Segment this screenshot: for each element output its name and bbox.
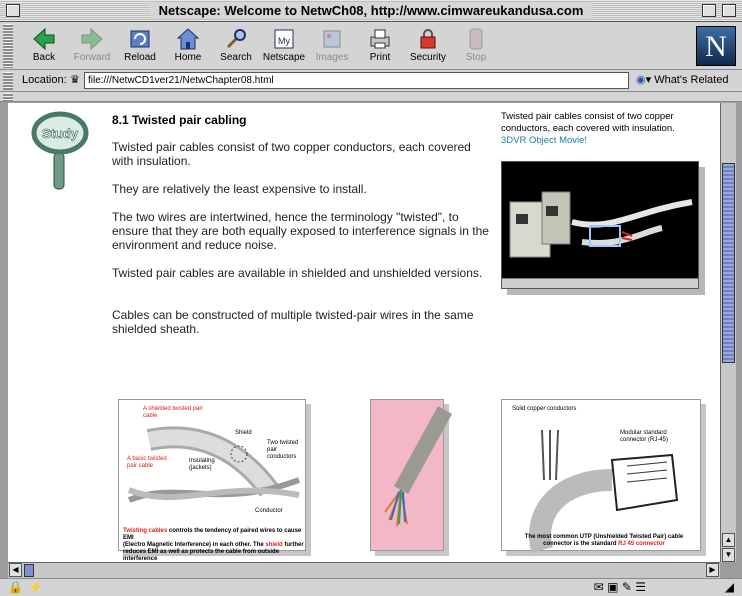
scroll-left-icon[interactable]: ◀ [9,563,22,577]
forward-arrow-icon [79,26,105,52]
side-caption: Twisted pair cables consist of two copper conductors, each covered with insulation. [501,111,675,134]
search-icon [223,26,249,52]
horizontal-scrollbar[interactable] [8,562,720,578]
forward-button[interactable]: Forward [68,24,116,68]
whats-related-button[interactable]: ◉▾ What's Related [636,74,729,86]
resize-grip-icon[interactable]: ◢ [724,580,734,594]
object-movie-player[interactable] [501,161,699,289]
title-bar [0,0,742,22]
svg-text:My: My [278,36,290,46]
whats-related-icon: ◉ [636,74,646,86]
horizontal-scroll-thumb[interactable] [24,564,34,577]
status-bar [0,578,742,596]
paragraph-2: They are relatively the least expensive to install. [112,182,367,196]
collapse-box[interactable] [722,4,736,17]
print-button[interactable]: Print [356,24,404,68]
security-button[interactable]: Security [404,24,452,68]
back-button[interactable]: Back [20,24,68,68]
twisted-pair-diagram: A shielded twisted pair cable Shield Two twisted pair conductors Insulating (jackets) A basic twisted pair cable Conductor Twisting cables controls the tendency of paired wires to cause EMI (Electro Magnetic Interference) in each other. The shield further reduces EMI as well as protects the cable from outside interference [118,399,306,551]
component-bar-icons[interactable]: ✉ ▣ ✎ ☰ [593,580,646,594]
vertical-scrollbar[interactable] [720,103,736,562]
navigation-toolbar [0,22,742,70]
stop-button[interactable]: Stop [452,24,500,68]
paragraph-5: Cables can be constructed of multiple twisted-pair wires in the same shielded sheath. [112,308,474,336]
images-icon [319,26,345,52]
section-heading: 8.1 Twisted pair cabling [112,113,247,127]
back-arrow-icon [31,26,57,52]
scroll-up-icon[interactable]: ▲ [722,533,735,547]
page-proxy-icon[interactable]: ♛ [70,74,80,86]
reload-icon [127,26,153,52]
print-icon [367,26,393,52]
images-button[interactable]: Images [308,24,356,68]
location-label: Location: [22,74,67,86]
personal-toolbar-collapsed[interactable] [0,92,742,102]
movie-controls[interactable] [502,278,698,288]
paragraph-4: Twisted pair cables are available in shielded and unshielded versions. [112,266,483,280]
paragraph-3: The two wires are intertwined, hence the terminology "twisted", to ensure that they are both equally exposed to interference signals in the environment and reduce noise. [112,210,489,252]
stop-icon [463,26,489,52]
online-plug-icon[interactable]: ⚡ [28,580,43,594]
svg-text:Study: Study [41,126,79,141]
toolbar-grip[interactable] [3,24,13,68]
search-button[interactable]: Search [212,24,260,68]
scroll-right-icon[interactable]: ▶ [706,563,719,577]
netscape-button[interactable]: My Netscape [260,24,308,68]
location-input[interactable]: file:///NetwCD1ver21/NetwChapter08.html [84,72,629,89]
close-box[interactable] [6,4,20,17]
home-button[interactable]: Home [164,24,212,68]
twisted-pair-cable-photo [502,162,698,278]
scroll-down-icon[interactable]: ▼ [722,548,735,562]
location-bar [0,70,742,92]
window-title: Netscape: Welcome to NetwCh08, http://www.cimwareukandusa.com [151,2,592,19]
netscape-logo-icon[interactable]: N [696,26,736,66]
page-content [8,103,720,562]
personal-toolbar-grip[interactable] [3,93,13,101]
reload-button[interactable]: Reload [116,24,164,68]
3dvr-movie-link[interactable]: 3DVR Object Movie! [501,135,588,146]
home-icon [175,26,201,52]
rj45-connector-diagram: Solid copper conductors Modular standard connector (RJ-45) The most common UTP (Unshielded Twisted Pair) cable connector is the standard RJ 45 connector [501,399,701,551]
connection-status-icon[interactable]: 🔒 [8,580,23,594]
zoom-box[interactable] [702,4,716,17]
paragraph-1: Twisted pair cables consist of two copper conductors, each covered with insulation. [112,140,471,168]
utp-cable-photo [370,399,444,551]
vertical-scroll-thumb[interactable] [722,163,735,363]
netscape-icon [271,26,297,52]
location-grip[interactable] [3,72,13,90]
security-lock-icon [415,26,441,52]
study-magnifier-icon [30,111,90,191]
